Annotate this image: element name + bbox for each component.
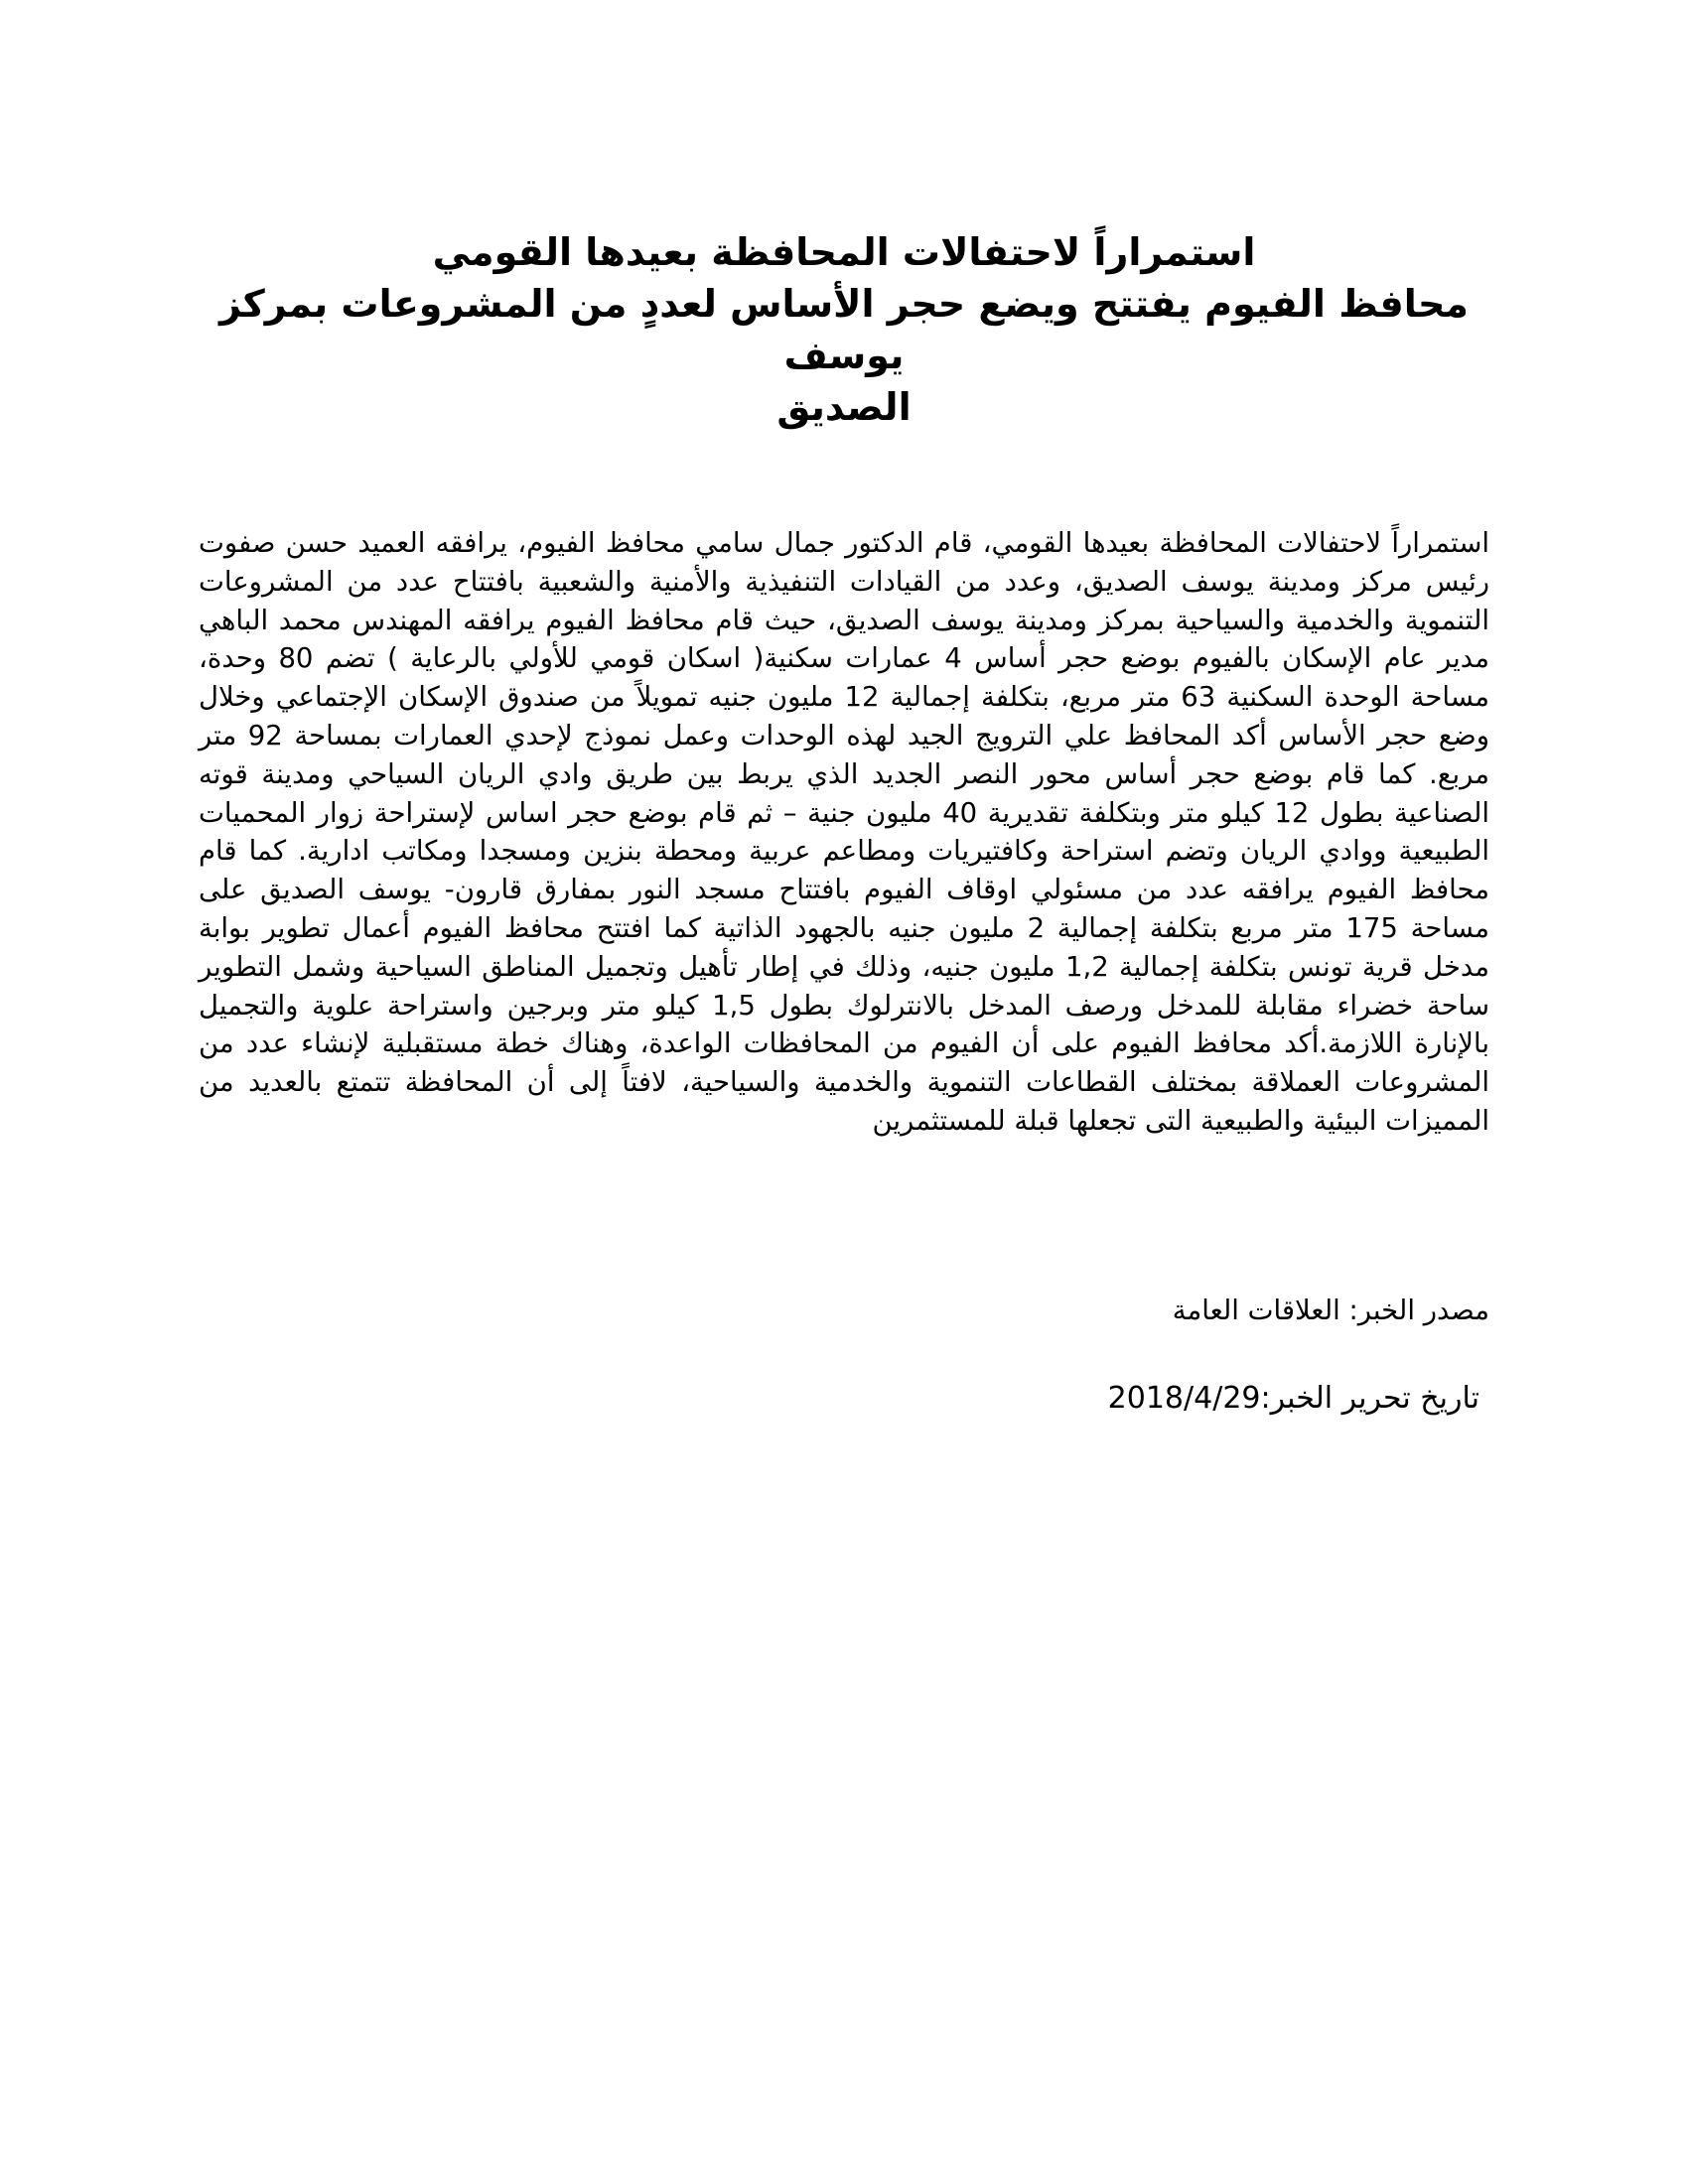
news-source: مصدر الخبر: العلاقات العامة xyxy=(1172,1295,1489,1326)
title-line-1: استمراراً لاحتفالات المحافظة بعيدها القومي xyxy=(432,230,1256,274)
article-body: استمراراً لاحتفالات المحافظة بعيدها القومي، قام الدكتور جمال سامي محافظ الفيوم، يرافقه العميد حسن صفوت رئيس مركز ومدينة يوسف الصديق، وعدد من القيادات التنفيذية والأمنية والشعبية بافتتاح عدد من المشروعات التنموية والخدمية والسياحية بمركز ومدينة يوسف الصديق، حيث قام محافظ الفيوم يرافقه المهندس محمد الباهي مدير عام الإسكان بالفيوم بوضع حجر أساس 4 عمارات سكنية( اسكان قومي للأولي بالرعاية ) تضم 80 وحدة، مساحة الوحدة السكنية 63 متر مربع، بتكلفة إجمالية 12 مليون جنيه تمويلاً من صندوق الإسكان الإجتماعي وخلال وضع حجر الأساس أكد المحافظ علي الترويج الجيد لهذه الوحدات وعمل نموذج لإحدي العمارات بمساحة 92 متر مربع. كما قام بوضع حجر أساس محور النصر الجديد الذي يربط بين طريق وادي الريان السياحي ومدينة قوته الصناعية بطول 12 كيلو متر وبتكلفة تقديرية 40 مليون جنية – ثم قام بوضع حجر اساس لإستراحة زوار المحميات الطبيعية ووادي الريان وتضم استراحة وكافتيريات ومطاعم عربية ومحطة بنزين ومسجدا ومكاتب ادارية. كما قام محافظ الفيوم يرافقه عدد من مسئولي اوقاف الفيوم بافتتاح مسجد النور بمفارق قارون- يوسف الصديق على مساحة 175 متر مربع بتكلفة إجمالية 2 مليون جنيه بالجهود الذاتية كما افتتح محافظ الفيوم أعمال تطوير بوابة مدخل قرية تونس بتكلفة إجمالية 1,2 مليون جنيه، وذلك في إطار تأهيل وتجميل المناطق السياحية وشمل التطوير ساحة خضراء مقابلة للمدخل ورصف المدخل بالانترلوك بطول 1,5 كيلو متر وبرجين واستراحة علوية والتجميل بالإنارة اللازمة.أكد محافظ الفيوم على أن الفيوم من المحافظات الواعدة، وهناك خطة مستقبلية لإنشاء عدد من المشروعات العملاقة بمختلف القطاعات التنموية والخدمية والسياحية، لافتاً إلى أن المحافظة تتمتع بالعديد من المميزات البيئية والطبيعية التى تجعلها قبلة للمستثمرين xyxy=(199,527,1490,1137)
title-line-3: الصديق xyxy=(776,385,912,429)
document-heading xyxy=(199,226,1489,433)
news-date: تاريخ تحرير الخبر:2018/4/29 xyxy=(1107,1381,1479,1416)
title-line-2: محافظ الفيوم يفتتح ويضع حجر الأساس لعددٍ من المشروعات بمركز يوسف xyxy=(219,282,1469,377)
